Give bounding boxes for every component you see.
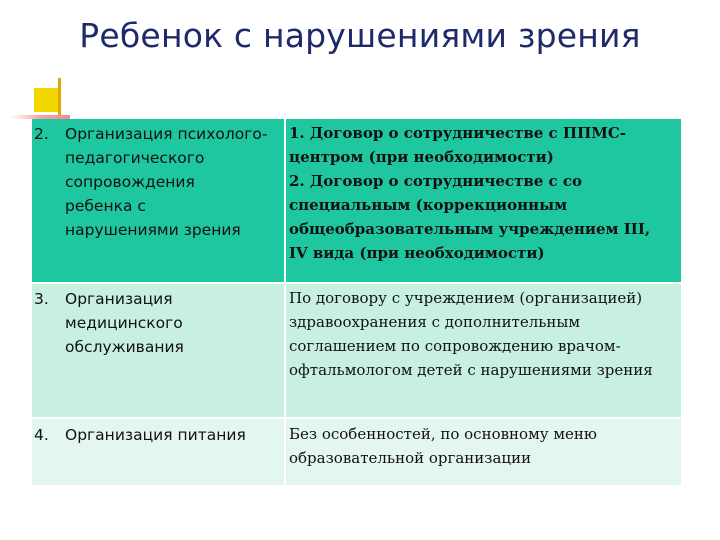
- row-number: 2.: [34, 125, 49, 143]
- row-content: 1. Договор о сотрудничестве с ППМС- центром (при необходимости) 2. Договор о сотрудничестве с со специальным (коррекционным общеобразовательным учреждением III, IV вида (при необходимости): [289, 124, 651, 262]
- row-content: По договору с учреждением (организацией) здравоохранения с дополнительным соглашением по сопровождению врачом- офтальмологом детей с нарушениями зрения: [289, 289, 653, 379]
- table-row: [32, 418, 681, 485]
- table-cell-label: [32, 418, 285, 485]
- table-cell-label: [32, 119, 285, 283]
- table-cell-content: [285, 418, 681, 485]
- table-cell-content: [285, 283, 681, 418]
- table-row: [32, 119, 681, 283]
- info-table: [32, 119, 681, 485]
- slide-title: Ребенок с нарушениями зрения: [79, 16, 641, 55]
- table-cell-content: [285, 119, 681, 283]
- row-label: Организация медицинского обслуживания: [65, 290, 184, 356]
- table-cell-label: [32, 283, 285, 418]
- table-row: [32, 283, 681, 418]
- row-number: 3.: [34, 290, 49, 308]
- vertical-line-decoration: [58, 78, 61, 118]
- yellow-square-decoration: [34, 88, 58, 112]
- row-label: Организация питания: [65, 426, 246, 444]
- row-label: Организация психолого- педагогического сопровождения ребенка с нарушениями зрения: [65, 125, 268, 239]
- row-content: Без особенностей, по основному меню образовательной организации: [289, 425, 597, 467]
- row-number: 4.: [34, 426, 49, 444]
